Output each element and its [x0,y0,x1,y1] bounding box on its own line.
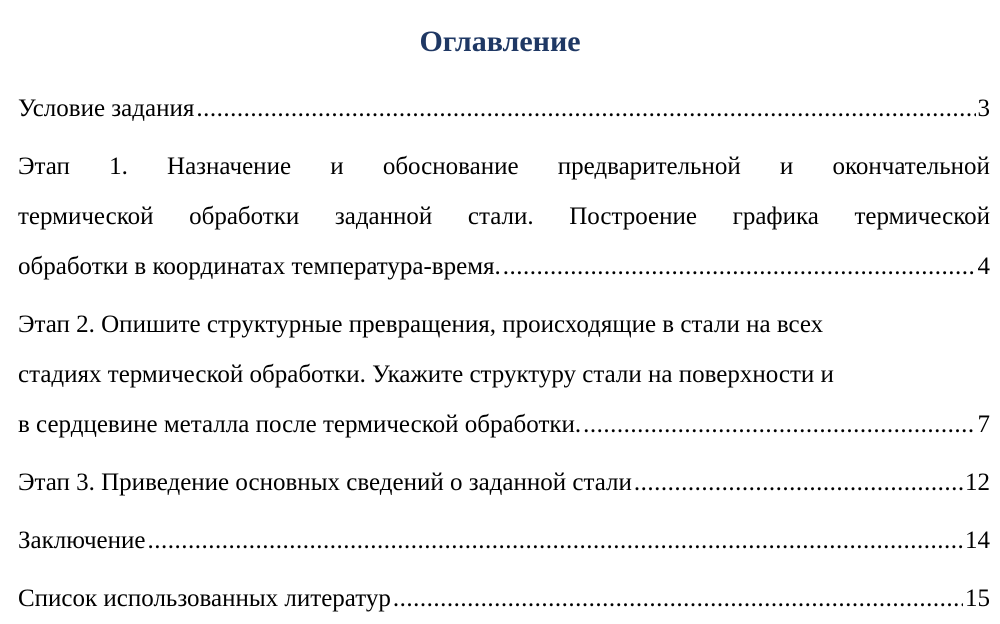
toc-entry-label: Условие задания [18,95,195,122]
word: стали. [467,203,534,230]
word: 1. [109,153,128,180]
toc-list [18,84,990,624]
toc-entry-references[interactable] [18,574,990,624]
toc-page-number: 3 [977,95,990,122]
toc-entry-label: Список использованных литератур [18,585,391,612]
toc-entry-last-line [18,400,990,450]
toc-entry-last-line [18,516,990,566]
word: предварительной [557,153,741,180]
word: заданной [334,203,433,230]
dot-leader [393,574,963,624]
dot-leader [196,84,975,134]
toc-entry-stage-3[interactable] [18,458,990,508]
toc-entry-conditions[interactable] [18,84,990,134]
toc-entry-stage-1[interactable] [18,142,990,292]
toc-entry-last-line [18,458,990,508]
toc-entry-line: стадиях термической обработки. Укажите структуру стали на поверхности и [18,361,834,388]
word: термической [18,203,154,230]
toc-entry-line [18,142,990,192]
toc-page-number: 15 [965,585,990,612]
toc-entry-last-line [18,84,990,134]
toc-entry-label: Заключение [18,527,146,554]
toc-page-number: 12 [965,469,990,496]
dot-leader [634,458,963,508]
word: графика [732,203,819,230]
dot-leader [583,400,975,450]
toc-entry-last-line [18,242,990,292]
word: Назначение [167,153,292,180]
word: и [779,153,794,180]
toc-page-number: 7 [977,411,990,438]
toc-page-number: 4 [977,253,990,280]
word: Построение [569,203,697,230]
toc-page-number: 14 [965,527,990,554]
toc-entry-stage-2[interactable] [18,300,990,450]
toc-entry-line: Этап 2. Опишите структурные превращения, происходящие в стали на всех [18,311,824,338]
dot-leader [148,516,964,566]
word: и [330,153,344,180]
word: обработки [189,203,300,230]
toc-entry-line [18,192,990,242]
toc-entry-label: Этап 3. Приведение основных сведений о заданной стали [18,469,632,496]
word: Этап [18,153,70,180]
toc-entry-conclusion[interactable] [18,516,990,566]
toc-entry-last-line [18,574,990,624]
word: окончательной [832,153,990,180]
toc-title: Оглавление [419,25,581,58]
toc-entry-label: в сердцевине металла после термической обработки. [18,411,582,438]
word: обоснование [382,153,519,180]
toc-entry-label: обработки в координатах температура-время. [18,253,501,280]
dot-leader [503,242,976,292]
word: термической [854,203,990,230]
